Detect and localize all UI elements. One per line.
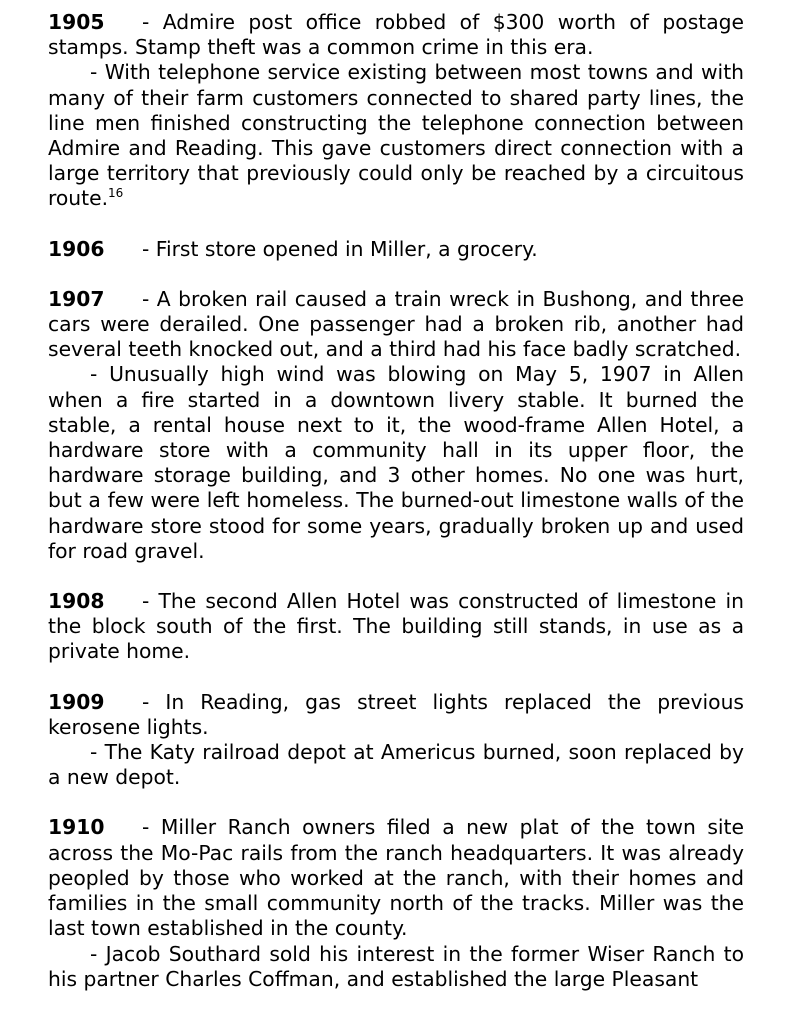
year-label: 1908 bbox=[48, 589, 105, 614]
entry-continuation bbox=[48, 60, 744, 211]
entry-paragraph bbox=[48, 815, 744, 941]
year-label: 1907 bbox=[48, 286, 105, 311]
entry-text: - Miller Ranch owners filed a new plat of the town site across the Mo-Pac rails from the ranch headquarters. It was already peopled by those who worked at the ranch, with their homes and families in the small community north of the tracks. Miller was the last town established in the county. bbox=[48, 815, 744, 941]
year-label: 1905 bbox=[48, 10, 105, 34]
entry-text: - A broken rail caused a train wreck in Bushong, and three cars were derailed. One passenger had a broken rib, another had several teeth knocked out, and a third had his face badly scratched. bbox=[48, 286, 744, 362]
entry-paragraph bbox=[48, 237, 744, 262]
entry-1908 bbox=[48, 589, 744, 665]
entry-paragraph bbox=[48, 690, 744, 740]
entry-1906 bbox=[48, 237, 744, 262]
entry-text: - Admire post office robbed of $300 worth of postage stamps. Stamp theft was a common crime in this era. bbox=[48, 10, 744, 60]
year-label: 1910 bbox=[48, 815, 105, 840]
entry-1909 bbox=[48, 690, 744, 791]
entry-text: - In Reading, gas street lights replaced the previous kerosene lights. bbox=[48, 689, 744, 739]
entry-text: - The Katy railroad depot at Americus burned, soon replaced by a new depot. bbox=[48, 740, 744, 790]
document-page bbox=[48, 10, 744, 1017]
entry-text: - Jacob Southard sold his interest in the former Wiser Ranch to his partner Charles Coffman, and established the large Pleasant bbox=[48, 941, 744, 991]
entry-paragraph bbox=[48, 589, 744, 665]
entry-text: - With telephone service existing between most towns and with many of their farm customers connected to shared party lines, the line men finished constructing the telephone connection between Admire and Reading. This gave customers direct connection with a large territory that previously could only be reached by a circuitous route. bbox=[48, 60, 744, 211]
entry-continuation bbox=[48, 942, 744, 992]
entry-1910 bbox=[48, 815, 744, 991]
entry-text: - The second Allen Hotel was constructed of limestone in the block south of the first. The building still stands, in use as a private home. bbox=[48, 589, 744, 664]
year-label: 1906 bbox=[48, 236, 105, 261]
entry-text: - Unusually high wind was blowing on May 5, 1907 in Allen when a fire started in a downtown livery stable. It burned the stable, a rental house next to it, the wood-frame Allen Hotel, a hardware store with a community hall in its upper floor, the hardware storage building, and 3 other homes. No one was hurt, but a few were left homeless. The burned-out limestone walls of the hardware store stood for some years, gradually broken up and used for road gravel. bbox=[48, 362, 744, 563]
entry-continuation bbox=[48, 362, 744, 564]
entry-text: - First store opened in Miller, a grocery. bbox=[142, 236, 538, 261]
year-label: 1909 bbox=[48, 689, 105, 714]
footnote-marker: 16 bbox=[108, 186, 124, 201]
entry-paragraph bbox=[48, 10, 744, 60]
entry-continuation bbox=[48, 740, 744, 790]
entry-1905 bbox=[48, 10, 744, 212]
entry-paragraph bbox=[48, 287, 744, 363]
entry-1907 bbox=[48, 287, 744, 564]
